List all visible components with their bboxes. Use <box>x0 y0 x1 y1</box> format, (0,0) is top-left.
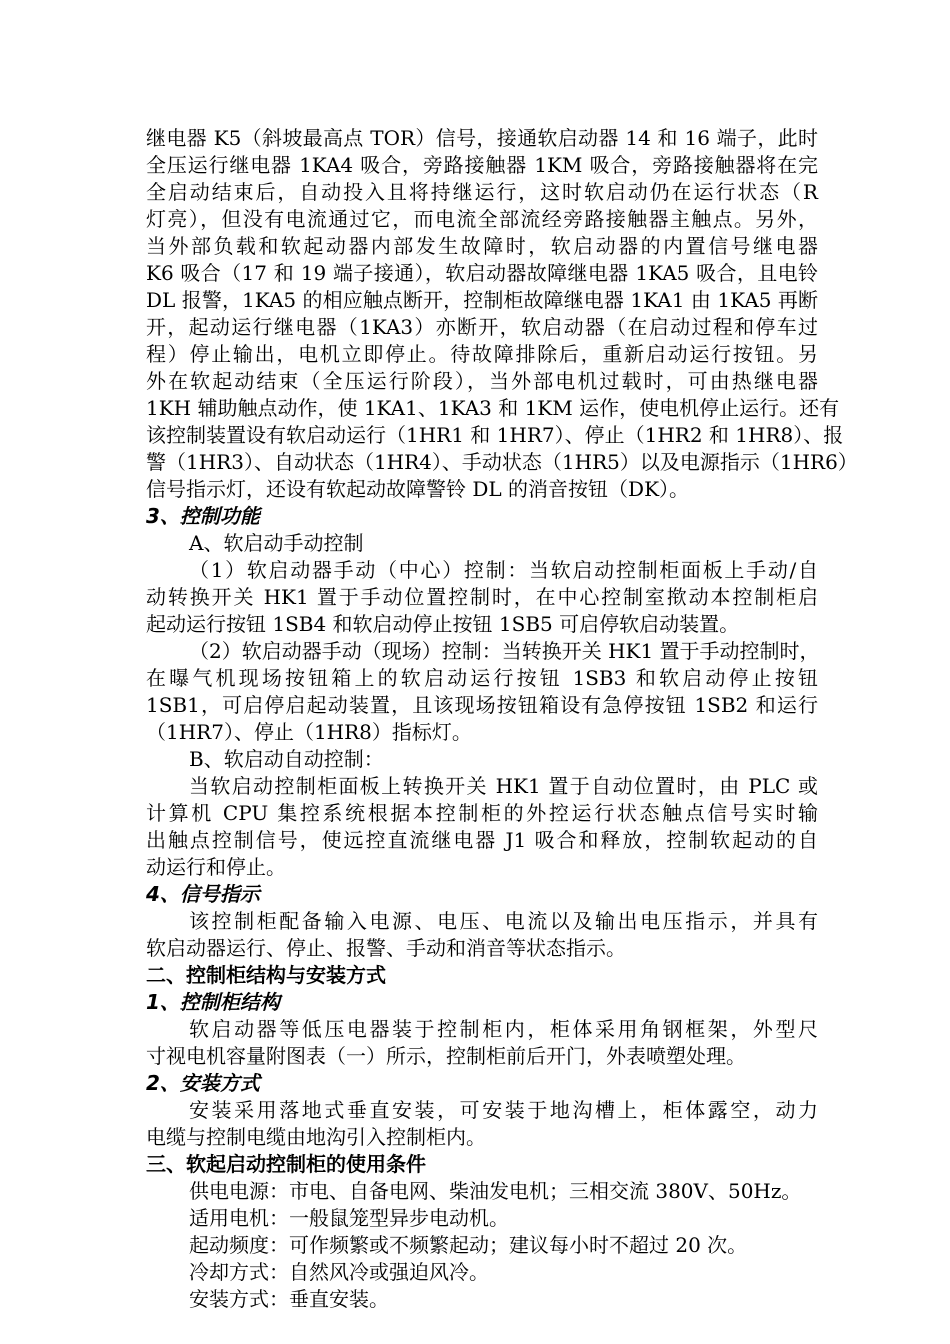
text-line: 软启动器运行、停止、报警、手动和消音等状态指示。 <box>146 936 626 960</box>
text-line: 1SB1，可启停启起动装置，且该现场按钮箱设有急停按钮 1SB2 和运行 <box>146 693 818 717</box>
text-line: 软启动器等低压电器装于控制柜内，柜体采用角钢框架，外型尺 <box>189 1017 818 1041</box>
text-line: 该控制装置设有软启动运行（1HR1 和 1HR7）、停止（1HR2 和 1HR8）、报 <box>146 423 844 447</box>
text-line: 信号指示灯，还设有软起动故障警铃 DL 的消音按钮（DK）。 <box>146 477 690 501</box>
text-line: 全压运行继电器 1KA4 吸合，旁路接触器 1KM 吸合，旁路接触器将在完 <box>146 153 818 177</box>
paragraph-manual-field <box>146 638 818 746</box>
text-line: 在曝气机现场按钮箱上的软启动运行按钮 1SB3 和软启动停止按钮 <box>146 666 818 690</box>
subheading-auto-control: B、软启动自动控制： <box>189 747 384 771</box>
section-heading-conditions: 三、软起启动控制柜的使用条件 <box>146 1152 426 1176</box>
text-line: 计算机 CPU 集控系统根据本控制柜的外控运行状态触点信号实时输 <box>146 801 818 825</box>
text-line: 动转换开关 HK1 置于手动位置控制时，在中心控制室揿动本控制柜启 <box>146 585 818 609</box>
document-body <box>146 125 858 1313</box>
text-line: 灯亮），但没有电流通过它，而电流全部流经旁路接触器主触点。另外， <box>146 207 818 231</box>
text-line: 当软启动控制柜面板上转换开关 HK1 置于自动位置时，由 PLC 或 <box>189 774 818 798</box>
paragraph-cabinet-structure <box>146 1016 818 1070</box>
paragraph-relay-operation <box>146 125 858 503</box>
text-line: DL 报警，1KA5 的相应触点断开，控制柜故障继电器 1KA1 由 1KA5 再断 <box>146 288 818 312</box>
text-line: 继电器 K5（斜坡最高点 TOR）信号，接通软启动器 14 和 16 端子，此时 <box>146 126 818 150</box>
list-item: 安装方式：垂直安装。 <box>189 1287 389 1311</box>
text-line: K6 吸合（17 和 19 端子接通），软启动器故障继电器 1KA5 吸合，且电铃 <box>146 261 818 285</box>
list-item: 冷却方式：自然风冷或强迫风冷。 <box>189 1260 489 1284</box>
paragraph-manual-center <box>146 557 818 638</box>
paragraph-auto-control <box>146 773 818 881</box>
heading-cabinet-structure: 1、控制柜结构 <box>146 990 280 1014</box>
text-line: 动运行和停止。 <box>146 855 286 879</box>
text-line: （2）软启动器手动（现场）控制：当转换开关 HK1 置于手动控制时， <box>189 639 820 663</box>
text-line: （1HR7）、停止（1HR8）指标灯。 <box>146 720 472 744</box>
heading-installation: 2、安装方式 <box>146 1071 260 1095</box>
list-item: 起动频度：可作频繁或不频繁起动；建议每小时不超过 20 次。 <box>189 1233 748 1257</box>
text-line: 1KH 辅助触点动作，使 1KA1、1KA3 和 1KM 运作，使电机停止运行。还有 <box>146 396 840 420</box>
paragraph-installation <box>146 1097 818 1151</box>
text-line: 出触点控制信号，使远控直流继电器 J1 吸合和释放，控制软起动的自 <box>146 828 818 852</box>
section-heading-structure: 二、控制柜结构与安装方式 <box>146 963 386 987</box>
text-line: 电缆与控制电缆由地沟引入控制柜内。 <box>146 1125 486 1149</box>
text-line: 程）停止输出，电机立即停止。待故障排除后，重新启动运行按钮。另 <box>146 342 818 366</box>
text-line: 警（1HR3）、自动状态（1HR4）、手动状态（1HR5）以及电源指示（1HR6） <box>146 450 858 474</box>
text-line: （1）软启动器手动（中心）控制：当软启动控制柜面板上手动/自 <box>189 558 818 582</box>
text-line: 安装采用落地式垂直安装，可安装于地沟槽上，柜体露空，动力 <box>189 1098 818 1122</box>
subheading-manual-control: A、软启动手动控制 <box>189 531 364 555</box>
list-item: 供电电源：市电、自备电网、柴油发电机；三相交流 380V、50Hz。 <box>189 1179 802 1203</box>
text-line: 该控制柜配备输入电源、电压、电流以及输出电压指示，并具有 <box>189 909 818 933</box>
text-line: 外在软起动结束（全压运行阶段），当外部电机过载时，可由热继电器 <box>146 369 818 393</box>
text-line: 寸视电机容量附图表（一）所示，控制柜前后开门，外表喷塑处理。 <box>146 1044 746 1068</box>
text-line: 开，起动运行继电器（1KA3）亦断开，软启动器（在启动过程和停车过 <box>146 315 818 339</box>
heading-signal-indication: 4、信号指示 <box>146 882 260 906</box>
text-line: 起动运行按钮 1SB4 和软启动停止按钮 1SB5 可启停软启动装置。 <box>146 612 740 636</box>
conditions-list <box>146 1178 818 1313</box>
text-line: 全启动结束后，自动投入且将持继运行，这时软启动仍在运行状态（R <box>146 180 818 204</box>
paragraph-signal-indication <box>146 908 818 962</box>
heading-control-functions: 3、控制功能 <box>146 504 260 528</box>
list-item: 适用电机：一般鼠笼型异步电动机。 <box>189 1206 509 1230</box>
text-line: 当外部负载和软起动器内部发生故障时，软启动器的内置信号继电器 <box>146 234 818 258</box>
